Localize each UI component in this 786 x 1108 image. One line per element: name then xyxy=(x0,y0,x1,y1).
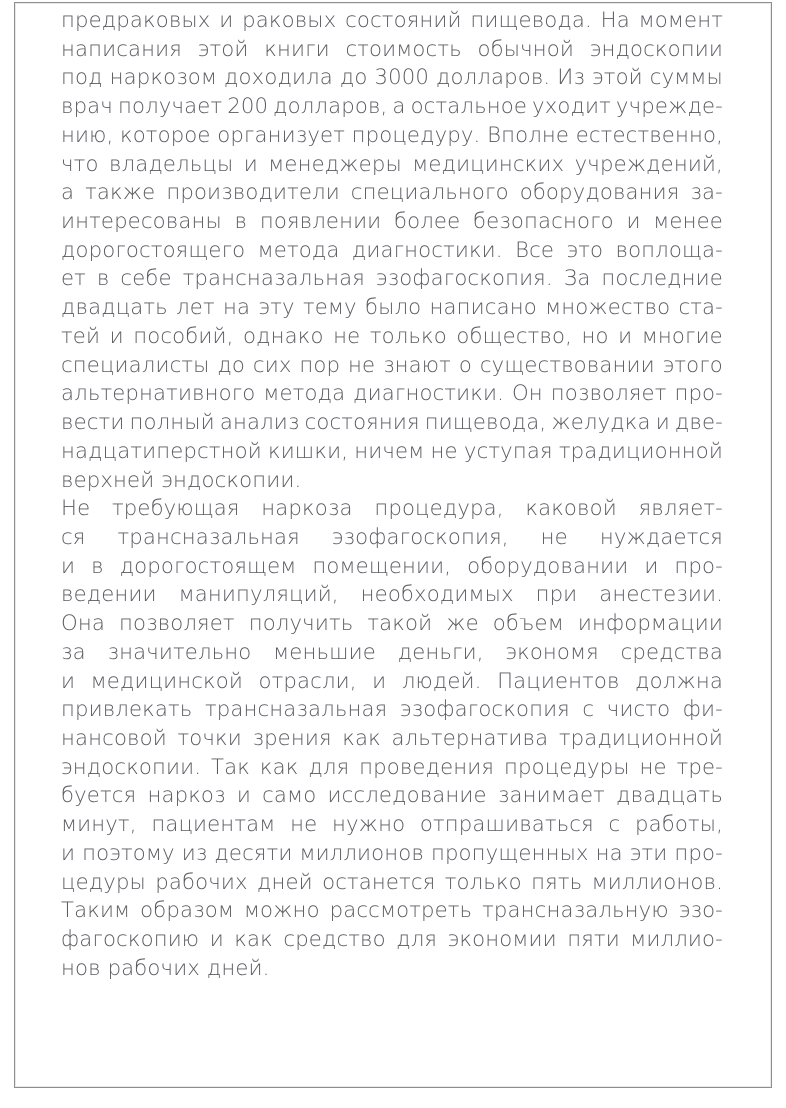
text-word: и xyxy=(626,208,641,234)
text-word: не xyxy=(540,523,568,549)
text-word: эти xyxy=(629,839,668,865)
text-word: и xyxy=(61,552,76,578)
text-word: медицинских xyxy=(412,150,565,176)
text-word: трансназальная xyxy=(117,523,300,549)
text-word: не xyxy=(347,351,376,377)
text-word: что xyxy=(61,150,99,176)
text-line xyxy=(61,35,723,64)
text-word: при xyxy=(535,581,578,607)
text-word: о xyxy=(458,351,472,377)
text-word: За xyxy=(563,265,591,291)
text-word: экономя xyxy=(505,638,599,664)
text-word: существовании xyxy=(479,351,655,377)
text-word: которое xyxy=(119,121,211,147)
text-word: дорогостоящем xyxy=(119,552,297,578)
text-word: за xyxy=(61,638,86,664)
text-word: ста- xyxy=(678,294,723,320)
text-word: пропущенных xyxy=(430,839,589,865)
text-word: диагностики. xyxy=(351,236,503,262)
text-line xyxy=(61,494,723,523)
text-word: а xyxy=(61,179,75,205)
text-word: средство xyxy=(283,926,386,951)
text-word: эзофагоскопия, xyxy=(331,523,509,549)
text-word: процедура, xyxy=(374,495,504,521)
text-word: Из xyxy=(557,64,586,90)
text-word: работы, xyxy=(635,811,723,837)
text-word: На xyxy=(600,7,630,32)
text-line xyxy=(61,6,723,35)
text-word: себе xyxy=(120,265,172,291)
text-word: уходит xyxy=(532,93,611,119)
text-word: пять xyxy=(531,868,583,894)
text-word: рассмотреть xyxy=(329,897,473,923)
text-word: позволяет xyxy=(118,610,235,636)
text-word: точки xyxy=(177,724,242,750)
text-word: и xyxy=(644,552,659,578)
text-word: до xyxy=(217,351,246,377)
text-word: долларов. xyxy=(436,64,551,90)
text-word: манипуляций, xyxy=(178,581,339,607)
text-word: анализ xyxy=(219,409,300,435)
text-line xyxy=(61,121,723,150)
text-word: желудка xyxy=(551,409,651,435)
text-word: учрежде- xyxy=(615,93,723,119)
text-word: трансназальную xyxy=(482,897,669,923)
text-word: и xyxy=(618,322,633,348)
text-word: отрасли, xyxy=(258,667,357,693)
text-word: Она xyxy=(61,610,105,636)
text-word: должна xyxy=(635,667,723,693)
text-word: для xyxy=(308,753,350,779)
text-word: доходила xyxy=(224,64,333,90)
text-word: а xyxy=(392,93,406,119)
text-line xyxy=(61,92,723,121)
text-word: каковой xyxy=(525,495,617,521)
text-word: же xyxy=(446,610,479,636)
text-word: менее xyxy=(653,208,723,234)
text-word: написания xyxy=(61,35,182,61)
text-word: и xyxy=(109,322,124,348)
text-word: являет- xyxy=(638,495,723,521)
text-word: пособий, xyxy=(133,322,234,348)
text-word: ет xyxy=(61,265,86,291)
text-word: останется xyxy=(322,868,436,894)
text-word: и xyxy=(236,782,251,808)
text-word: из xyxy=(181,839,208,865)
text-word: нансовой xyxy=(61,724,167,750)
text-word: привлекать xyxy=(61,696,193,722)
text-word: однако xyxy=(242,322,324,348)
text-word: надцатиперстной xyxy=(61,437,262,463)
text-word: общество, xyxy=(456,322,572,348)
text-word: и xyxy=(61,839,76,865)
text-word: процедуру. xyxy=(351,121,481,147)
text-word: не xyxy=(290,811,318,837)
text-word: фагоскопию xyxy=(61,926,200,951)
text-word: вести xyxy=(61,409,125,435)
text-word: цедуры xyxy=(61,868,146,894)
text-word: написано xyxy=(429,294,537,320)
text-line xyxy=(61,379,723,408)
text-word: чисто xyxy=(606,696,671,722)
text-line xyxy=(61,753,723,782)
text-word: и xyxy=(243,150,258,176)
text-word: Вполне xyxy=(487,121,570,147)
text-word: дорогостоящего xyxy=(61,236,246,262)
text-word: эту xyxy=(258,294,295,320)
text-word: момент xyxy=(638,7,723,32)
text-word: кишки, xyxy=(267,437,349,463)
text-line xyxy=(61,236,723,265)
text-word: две- xyxy=(674,409,723,435)
text-word: нужно xyxy=(331,811,406,837)
body-text-column xyxy=(61,6,723,982)
text-word: тему xyxy=(302,294,357,320)
text-word: врач xyxy=(61,93,113,119)
text-word: эзофагоскопия. xyxy=(375,265,553,291)
text-line xyxy=(61,695,723,724)
text-word: менеджеры xyxy=(268,150,402,176)
text-word: специалисты xyxy=(61,351,210,377)
text-word: последние xyxy=(601,265,723,291)
text-line xyxy=(61,839,723,868)
text-word: воплоща- xyxy=(615,236,723,262)
text-word: исследование xyxy=(327,782,487,808)
text-word: пяти xyxy=(567,926,620,951)
text-word: зрения xyxy=(252,724,332,750)
text-word: тей xyxy=(61,322,101,348)
text-line xyxy=(61,810,723,839)
text-word: специального xyxy=(350,179,509,205)
text-word: и xyxy=(219,7,234,32)
text-word: с xyxy=(582,696,595,722)
text-word: диагностики. xyxy=(353,380,504,406)
text-word: эндоскопии xyxy=(589,35,723,61)
text-word: книги xyxy=(264,35,330,61)
text-word: предраковых xyxy=(61,7,211,32)
text-word: появлении xyxy=(259,208,382,234)
text-word: альтернативного xyxy=(61,380,256,406)
text-word: ся xyxy=(61,523,86,549)
text-word: раковых xyxy=(242,7,337,32)
text-word: с xyxy=(608,811,621,837)
text-word: такой xyxy=(367,610,433,636)
text-word: ничем xyxy=(354,437,425,463)
text-word: как xyxy=(259,753,299,779)
text-word: состояния xyxy=(304,409,420,435)
text-word: необходимых xyxy=(360,581,514,607)
text-word: помещении, xyxy=(312,552,452,578)
text-word: на xyxy=(595,839,623,865)
text-word: Таким xyxy=(61,897,131,923)
text-word: уступая xyxy=(463,437,553,463)
text-word: за- xyxy=(690,179,723,205)
text-word: обычной xyxy=(477,35,574,61)
text-word: получить xyxy=(248,610,354,636)
text-word: трансназальная xyxy=(182,265,365,291)
paragraph-1 xyxy=(61,6,723,494)
text-word: отпрашиваться xyxy=(419,811,594,837)
text-word: наркоза xyxy=(261,495,353,521)
text-word: только xyxy=(444,868,522,894)
text-word: дней xyxy=(256,868,313,894)
text-word: про- xyxy=(674,380,723,406)
text-word: также xyxy=(85,179,156,205)
text-word: метода xyxy=(263,380,346,406)
text-word: в xyxy=(234,208,248,234)
text-word: не xyxy=(333,322,361,348)
text-line xyxy=(61,781,723,810)
text-line xyxy=(61,868,723,897)
text-word: пищевода. xyxy=(470,7,592,32)
text-word: безопасного xyxy=(473,208,614,234)
text-word: миллионов xyxy=(299,839,424,865)
text-word: суммы xyxy=(649,64,723,90)
text-word: оборудовании xyxy=(467,552,629,578)
text-word: многие xyxy=(641,322,723,348)
text-word: само xyxy=(262,782,317,808)
text-word: не xyxy=(639,753,667,779)
text-line xyxy=(61,609,723,638)
text-word: образом xyxy=(140,897,234,923)
text-line xyxy=(61,523,723,552)
text-line xyxy=(61,322,723,351)
text-word: Все xyxy=(515,236,555,262)
text-word: значительно xyxy=(107,638,252,664)
text-word: в xyxy=(96,265,110,291)
text-line xyxy=(61,63,723,92)
text-word: нию, xyxy=(61,121,114,147)
text-word: до xyxy=(339,64,368,90)
text-word: остальное xyxy=(410,93,528,119)
text-word: медицинской xyxy=(90,667,243,693)
text-word: минут, xyxy=(61,811,137,837)
text-line xyxy=(61,150,723,179)
text-word: этого xyxy=(662,351,723,377)
text-word: трансназальная xyxy=(204,696,388,722)
text-word: пищевода, xyxy=(424,409,547,435)
text-word: позволяет xyxy=(550,380,667,406)
text-word: фи- xyxy=(682,696,723,722)
text-word: этой xyxy=(197,35,249,61)
text-word: эзо- xyxy=(678,897,723,923)
text-word: пор xyxy=(299,351,341,377)
text-word: миллионов. xyxy=(591,868,723,894)
text-word: стоимость xyxy=(345,35,462,61)
text-line xyxy=(61,351,723,380)
text-line xyxy=(61,264,723,293)
text-word: традиционной xyxy=(558,437,723,463)
text-word: метода xyxy=(257,236,340,262)
text-word: про- xyxy=(674,552,723,578)
text-word: поэтому xyxy=(82,839,175,865)
text-word: проведения xyxy=(359,753,495,779)
text-word: наркозом xyxy=(109,64,218,90)
text-word: процедуры xyxy=(504,753,630,779)
text-word: анестезии. xyxy=(599,581,723,607)
text-word: про- xyxy=(674,839,723,865)
text-word: но xyxy=(581,322,609,348)
text-word: наркоз xyxy=(147,782,226,808)
text-word: как xyxy=(342,724,381,750)
text-word: тре- xyxy=(676,753,723,779)
text-word: занимает xyxy=(497,782,605,808)
text-word: нуждается xyxy=(599,523,723,549)
paragraph-2 xyxy=(61,494,723,982)
text-word: полный xyxy=(129,409,215,435)
text-word: на xyxy=(223,294,251,320)
text-word: для xyxy=(396,926,438,951)
text-line xyxy=(61,638,723,667)
text-word: Так xyxy=(211,753,250,779)
text-word: альтернатива xyxy=(391,724,549,750)
text-word: и xyxy=(61,667,76,693)
text-word: пациентам xyxy=(151,811,276,837)
text-word: оборудования xyxy=(519,179,680,205)
text-word: экономии xyxy=(447,926,557,951)
text-word: можно xyxy=(243,897,320,923)
text-word: ведении xyxy=(61,581,157,607)
text-word: Пациентов xyxy=(497,667,620,693)
text-line xyxy=(61,408,723,437)
text-word: десяти xyxy=(214,839,293,865)
text-line xyxy=(61,724,723,753)
text-word: людей. xyxy=(401,667,482,693)
text-word: множество xyxy=(545,294,671,320)
text-word: учреждений, xyxy=(574,150,723,176)
text-word: традиционной xyxy=(558,724,723,750)
text-word: буется xyxy=(61,782,137,808)
text-word: только xyxy=(369,322,447,348)
text-line xyxy=(61,437,723,466)
text-word: организует xyxy=(217,121,345,147)
text-line xyxy=(61,896,723,925)
text-word: и xyxy=(209,926,224,951)
text-word: в xyxy=(91,552,104,578)
text-word: 3000 xyxy=(374,64,430,90)
text-word: миллио- xyxy=(630,926,723,951)
text-word: под xyxy=(61,64,103,90)
text-line xyxy=(61,207,723,236)
text-word: как xyxy=(234,926,273,951)
text-word: интересованы xyxy=(61,208,222,234)
text-word: двадцать xyxy=(61,294,168,320)
text-word: не xyxy=(430,437,458,463)
text-word: производители xyxy=(166,179,340,205)
text-line xyxy=(61,552,723,581)
text-word: эзофагоскопия xyxy=(399,696,570,722)
text-word: эндоскопии. xyxy=(61,753,202,779)
text-word: более xyxy=(394,208,461,234)
text-word: деньги, xyxy=(397,638,484,664)
text-line: верхней эндоскопии. xyxy=(61,466,302,492)
text-word: сих xyxy=(252,351,292,377)
text-line xyxy=(61,925,723,954)
text-word: было xyxy=(365,294,422,320)
text-line xyxy=(61,178,723,207)
text-word: долларов, xyxy=(273,93,388,119)
text-word: лет xyxy=(176,294,215,320)
text-word: информации xyxy=(577,610,723,636)
text-word: это xyxy=(566,236,604,262)
text-word: Не xyxy=(61,495,91,521)
text-line xyxy=(61,667,723,696)
text-word: объем xyxy=(492,610,564,636)
text-line xyxy=(61,293,723,322)
text-word: меньшие xyxy=(273,638,376,664)
text-word: требующая xyxy=(112,495,240,521)
text-word: знают xyxy=(383,351,451,377)
text-word: рабочих xyxy=(155,868,248,894)
text-line: нов рабочих дней. xyxy=(61,954,270,980)
text-word: получает xyxy=(117,93,223,119)
text-word: и xyxy=(372,667,387,693)
text-word: 200 xyxy=(227,93,269,119)
text-word: Он xyxy=(511,380,543,406)
text-word: состояний xyxy=(345,7,462,32)
text-word: владельцы xyxy=(108,150,234,176)
text-word: двадцать xyxy=(616,782,723,808)
text-word: естественно, xyxy=(575,121,723,147)
text-word: и xyxy=(655,409,670,435)
text-line xyxy=(61,580,723,609)
text-word: средства xyxy=(620,638,723,664)
text-word: этой xyxy=(592,64,643,90)
